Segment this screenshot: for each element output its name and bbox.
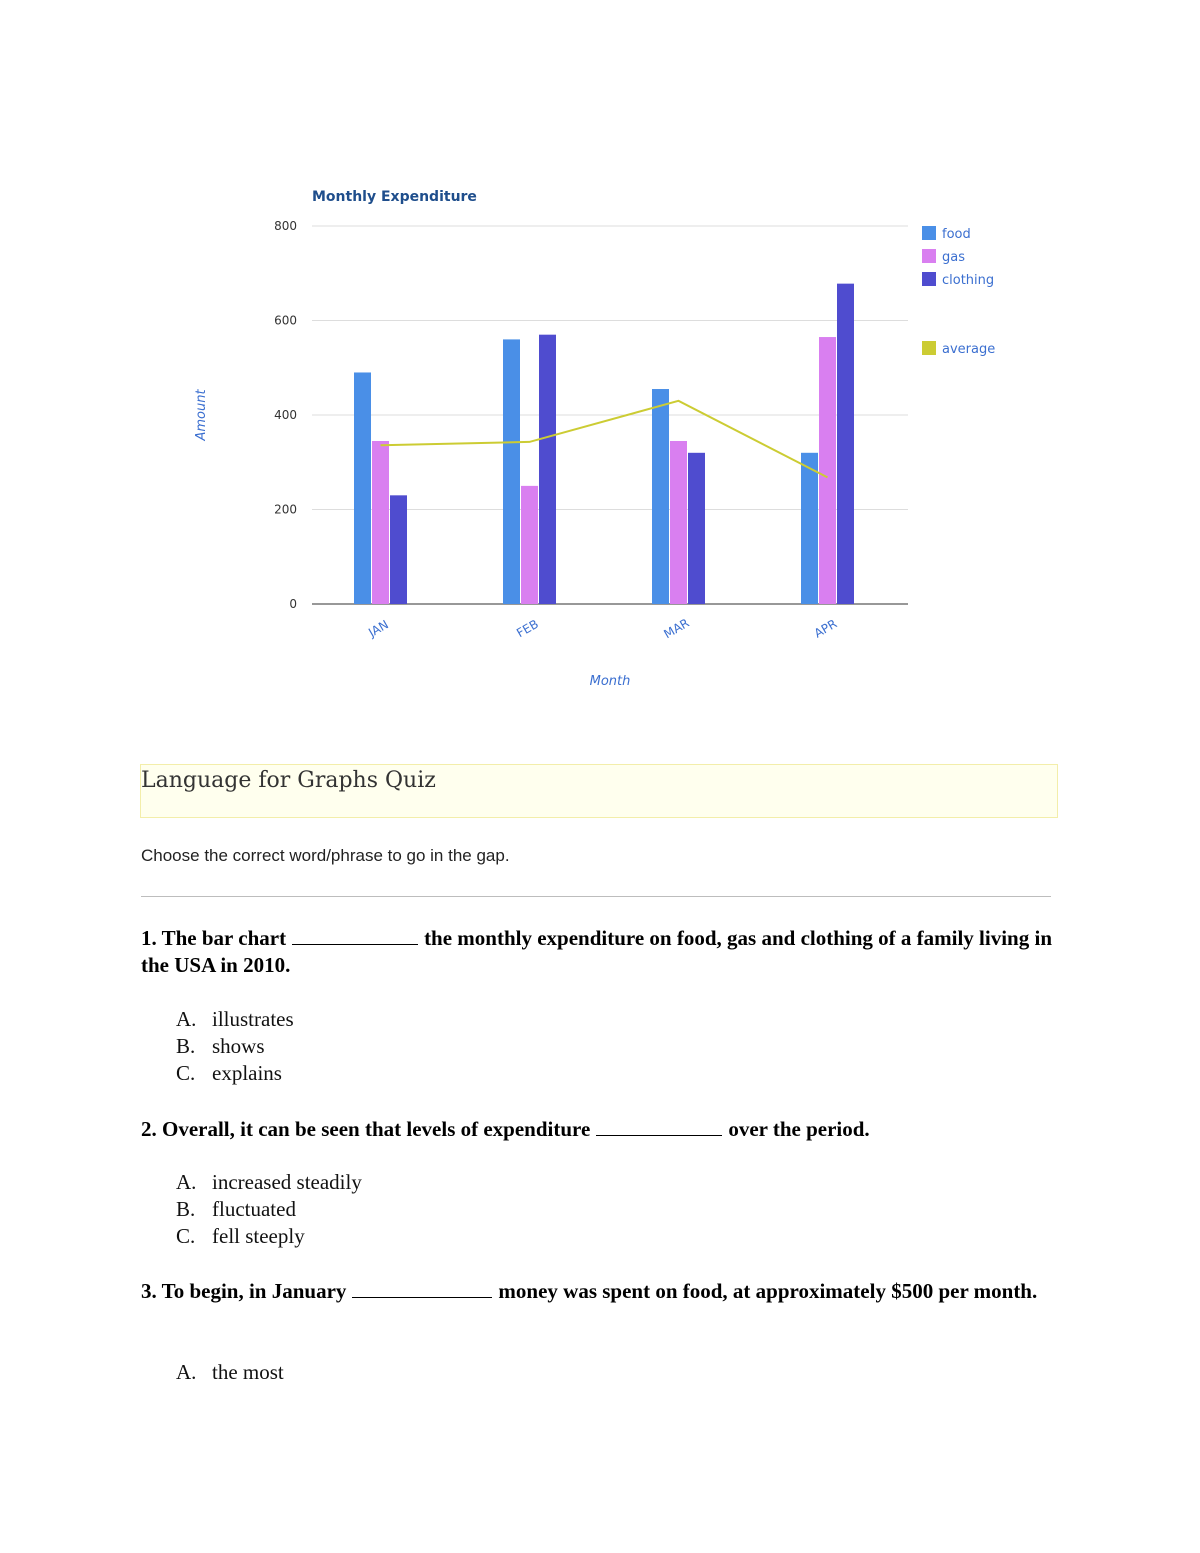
option-letter: A. xyxy=(176,1170,197,1194)
bar-food-feb xyxy=(503,339,520,604)
option-letter: C. xyxy=(176,1061,196,1085)
bar-food-mar xyxy=(652,389,669,604)
question-1 xyxy=(141,925,1061,979)
bar-food-jan xyxy=(354,372,371,604)
bar-clothing-mar xyxy=(688,453,705,604)
chart-title: Monthly Expenditure xyxy=(312,189,477,205)
option-text: illustrates xyxy=(212,1007,294,1031)
option-text: the most xyxy=(212,1360,284,1384)
question-2-text-before: 2. Overall, it can be seen that levels of expenditure xyxy=(141,1117,591,1141)
legend-swatch-food xyxy=(922,226,936,240)
option-letter: A. xyxy=(176,1360,197,1384)
legend-label-food: food xyxy=(942,227,971,242)
question-3 xyxy=(141,1278,1061,1305)
x-tick-label: APR xyxy=(811,616,840,641)
chart-legend xyxy=(922,226,995,357)
option-item[interactable] xyxy=(176,1196,362,1223)
legend-label-gas: gas xyxy=(942,250,965,265)
average-line xyxy=(381,401,828,478)
option-letter: C. xyxy=(176,1224,196,1248)
question-2-text-after: over the period. xyxy=(728,1117,870,1141)
question-2-options xyxy=(176,1169,362,1250)
bar-gas-jan xyxy=(372,441,389,604)
option-text: fluctuated xyxy=(212,1197,296,1221)
x-tick-label: JAN xyxy=(366,617,391,640)
question-1-text-before: 1. The bar chart xyxy=(141,926,287,950)
legend-label-average: average xyxy=(942,342,996,357)
question-1-gap[interactable] xyxy=(292,925,418,945)
y-tick-label: 600 xyxy=(274,313,297,328)
question-3-gap[interactable] xyxy=(352,1278,492,1298)
question-3-text-after: money was spent on food, at approximately $500 per month. xyxy=(498,1279,1038,1303)
legend-label-clothing: clothing xyxy=(942,273,995,288)
option-item[interactable] xyxy=(176,1223,362,1250)
divider xyxy=(141,896,1051,897)
option-item[interactable] xyxy=(176,1169,362,1196)
question-3-options xyxy=(176,1359,284,1386)
option-text: explains xyxy=(212,1061,282,1085)
legend-swatch-clothing xyxy=(922,272,936,286)
chart-average-line xyxy=(381,401,828,478)
option-letter: A. xyxy=(176,1007,197,1031)
monthly-expenditure-chart xyxy=(0,0,1200,720)
y-tick-label: 0 xyxy=(289,597,297,611)
quiz-header xyxy=(140,764,1058,818)
bar-gas-apr xyxy=(819,337,836,604)
quiz-title: Language for Graphs Quiz xyxy=(141,768,436,793)
option-letter: B. xyxy=(176,1034,196,1058)
option-item[interactable] xyxy=(176,1359,284,1386)
option-text: fell steeply xyxy=(212,1224,305,1248)
y-tick-label: 200 xyxy=(274,502,297,517)
option-item[interactable] xyxy=(176,1060,294,1087)
bar-clothing-apr xyxy=(837,284,854,604)
y-tick-label: 400 xyxy=(274,408,297,422)
question-2-gap[interactable] xyxy=(596,1116,722,1136)
question-2 xyxy=(141,1116,1061,1143)
quiz-instructions: Choose the correct word/phrase to go in the gap. xyxy=(141,846,510,865)
bar-clothing-feb xyxy=(539,335,556,604)
legend-swatch-gas xyxy=(922,249,936,263)
x-tick-label: MAR xyxy=(661,615,692,642)
y-axis-title: Amount xyxy=(194,389,209,441)
legend-swatch-average xyxy=(922,341,936,355)
bar-gas-feb xyxy=(521,486,538,604)
y-tick-label: 800 xyxy=(274,219,297,233)
bar-gas-mar xyxy=(670,441,687,604)
option-text: increased steadily xyxy=(212,1170,362,1194)
question-3-text-before: 3. To begin, in January xyxy=(141,1279,347,1303)
bar-food-apr xyxy=(801,453,818,604)
option-text: shows xyxy=(212,1034,265,1058)
option-item[interactable] xyxy=(176,1033,294,1060)
chart-category-labels xyxy=(365,616,839,642)
option-letter: B. xyxy=(176,1197,196,1221)
x-tick-label: FEB xyxy=(514,616,541,641)
question-1-options xyxy=(176,1006,294,1087)
question-1-text-after: the monthly expenditure on food, gas and clothing of a family living in the USA in 2010. xyxy=(141,926,1053,977)
option-item[interactable] xyxy=(176,1006,294,1033)
x-axis-title: Month xyxy=(589,674,631,689)
bar-clothing-jan xyxy=(390,495,407,604)
